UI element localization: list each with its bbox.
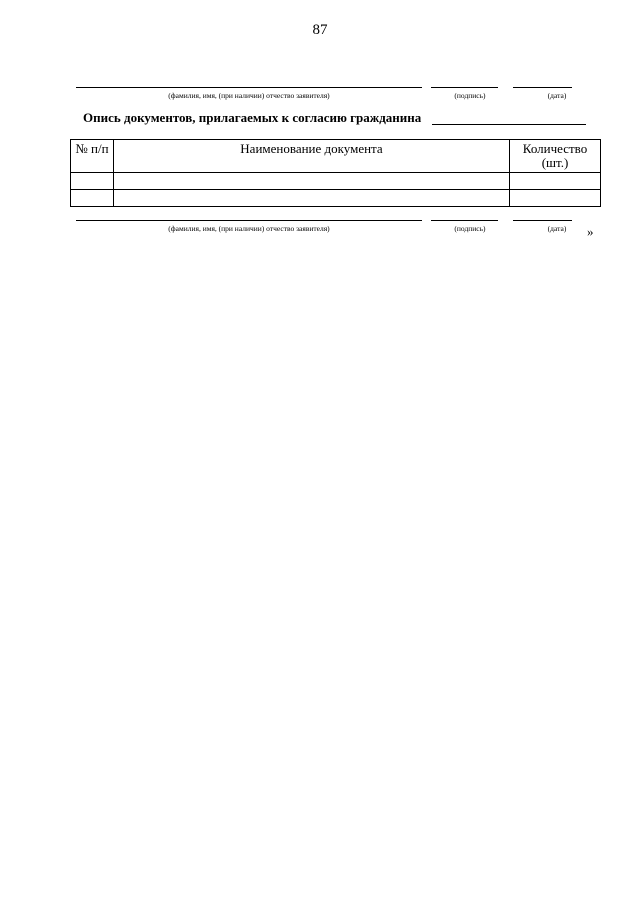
cell-quantity [510,173,601,190]
cell-number [71,190,114,207]
table-header-row [71,140,601,173]
signature-line [431,220,498,221]
cell-number [71,173,114,190]
signature-block-bottom [0,220,640,240]
date-caption: (дата) [547,224,567,233]
citizen-name-line [432,124,586,125]
table-row [71,173,601,190]
column-header-quantity: Количество (шт.) [510,140,601,173]
signature-block-top [0,87,640,107]
column-header-document-name: Наименование документа [113,140,509,173]
name-line [76,220,422,221]
cell-quantity [510,190,601,207]
documents-table [70,139,601,207]
signature-caption: (подпись) [454,91,486,100]
inventory-heading: Опись документов, прилагаемых к согласию гражданина [83,110,422,125]
table-row [71,190,601,207]
page-number: 87 [312,22,328,38]
name-line [76,87,422,88]
cell-document-name [113,190,509,207]
name-caption: (фамилия, имя, (при наличии) отчество заявителя) [168,91,330,100]
signature-caption: (подпись) [454,224,486,233]
name-caption: (фамилия, имя, (при наличии) отчество заявителя) [168,224,330,233]
date-caption: (дата) [547,91,567,100]
closing-quote: » [587,224,594,239]
column-header-number: № п/п [71,140,114,173]
cell-document-name [113,173,509,190]
signature-line [431,87,498,88]
date-line [513,87,572,88]
date-line [513,220,572,221]
